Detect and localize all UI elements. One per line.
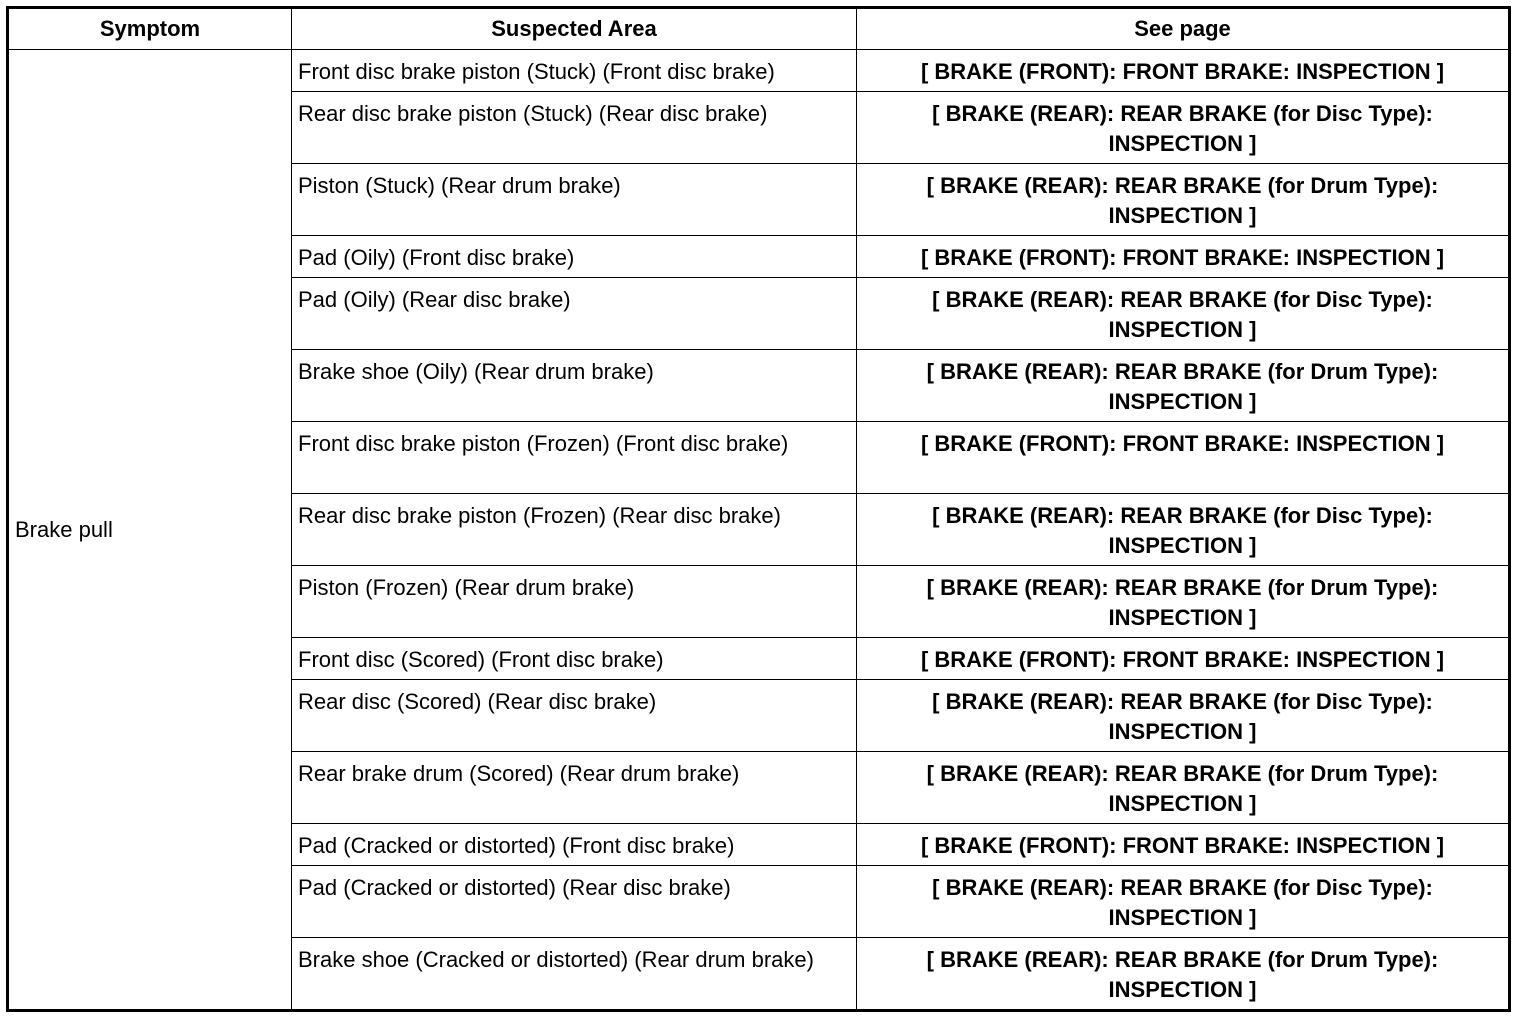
suspected-area-cell: Rear disc brake piston (Frozen) (Rear disc brake) xyxy=(292,494,857,566)
see-page-link[interactable]: [ BRAKE (REAR): REAR BRAKE (for Disc Type): INSPECTION ] xyxy=(857,92,1510,164)
suspected-area-cell: Brake shoe (Oily) (Rear drum brake) xyxy=(292,350,857,422)
see-page-link[interactable]: [ BRAKE (FRONT): FRONT BRAKE: INSPECTION ] xyxy=(857,236,1510,278)
diagnosis-table xyxy=(6,6,1511,1012)
see-page-link[interactable]: [ BRAKE (FRONT): FRONT BRAKE: INSPECTION ] xyxy=(857,638,1510,680)
suspected-area-cell: Pad (Oily) (Front disc brake) xyxy=(292,236,857,278)
see-page-link[interactable]: [ BRAKE (REAR): REAR BRAKE (for Drum Type): INSPECTION ] xyxy=(857,938,1510,1011)
suspected-area-cell: Front disc brake piston (Stuck) (Front disc brake) xyxy=(292,50,857,92)
see-page-link[interactable]: [ BRAKE (REAR): REAR BRAKE (for Disc Type): INSPECTION ] xyxy=(857,494,1510,566)
see-page-link[interactable]: [ BRAKE (REAR): REAR BRAKE (for Disc Type): INSPECTION ] xyxy=(857,680,1510,752)
suspected-area-cell: Pad (Cracked or distorted) (Rear disc brake) xyxy=(292,866,857,938)
see-page-link[interactable]: [ BRAKE (FRONT): FRONT BRAKE: INSPECTION ] xyxy=(857,824,1510,866)
suspected-area-cell: Rear brake drum (Scored) (Rear drum brake) xyxy=(292,752,857,824)
see-page-link[interactable]: [ BRAKE (REAR): REAR BRAKE (for Disc Type): INSPECTION ] xyxy=(857,278,1510,350)
symptom-cell: Brake pull xyxy=(8,50,292,1011)
header-symptom: Symptom xyxy=(8,8,292,50)
see-page-link[interactable]: [ BRAKE (REAR): REAR BRAKE (for Drum Type): INSPECTION ] xyxy=(857,566,1510,638)
suspected-area-cell: Rear disc brake piston (Stuck) (Rear disc brake) xyxy=(292,92,857,164)
suspected-area-cell: Piston (Frozen) (Rear drum brake) xyxy=(292,566,857,638)
suspected-area-cell: Pad (Oily) (Rear disc brake) xyxy=(292,278,857,350)
see-page-link[interactable]: [ BRAKE (REAR): REAR BRAKE (for Drum Type): INSPECTION ] xyxy=(857,164,1510,236)
suspected-area-cell: Front disc (Scored) (Front disc brake) xyxy=(292,638,857,680)
suspected-area-cell: Piston (Stuck) (Rear drum brake) xyxy=(292,164,857,236)
table-row xyxy=(8,50,1510,92)
header-see-page: See page xyxy=(857,8,1510,50)
suspected-area-cell: Brake shoe (Cracked or distorted) (Rear drum brake) xyxy=(292,938,857,1011)
header-suspected-area: Suspected Area xyxy=(292,8,857,50)
suspected-area-cell: Pad (Cracked or distorted) (Front disc brake) xyxy=(292,824,857,866)
see-page-link[interactable]: [ BRAKE (REAR): REAR BRAKE (for Disc Type): INSPECTION ] xyxy=(857,866,1510,938)
suspected-area-cell: Front disc brake piston (Frozen) (Front disc brake) xyxy=(292,422,857,494)
see-page-link[interactable]: [ BRAKE (FRONT): FRONT BRAKE: INSPECTION ] xyxy=(857,422,1510,494)
header-row xyxy=(8,8,1510,50)
see-page-link[interactable]: [ BRAKE (FRONT): FRONT BRAKE: INSPECTION ] xyxy=(857,50,1510,92)
see-page-link[interactable]: [ BRAKE (REAR): REAR BRAKE (for Drum Type): INSPECTION ] xyxy=(857,752,1510,824)
see-page-link[interactable]: [ BRAKE (REAR): REAR BRAKE (for Drum Type): INSPECTION ] xyxy=(857,350,1510,422)
suspected-area-cell: Rear disc (Scored) (Rear disc brake) xyxy=(292,680,857,752)
